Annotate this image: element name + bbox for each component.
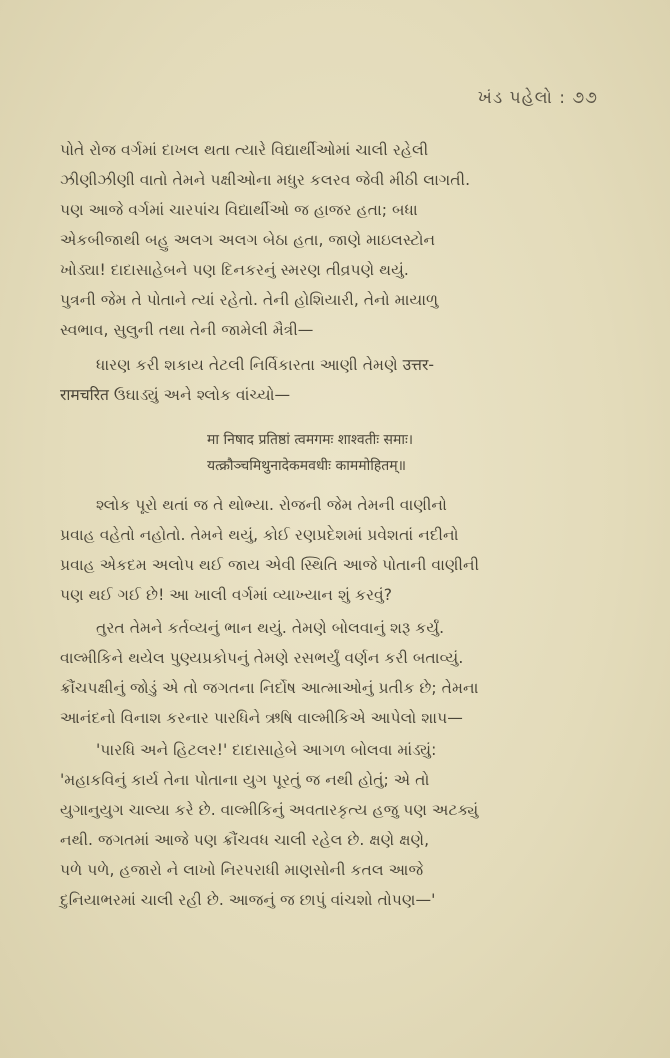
paragraph-1-line: પણ આજે વર્ગમાં ચારપાંચ વિદ્યાર્થીઓ જ હાજર હતા; બધા [60,201,418,219]
paragraph-1-line: સ્વભાવ, સુલુની તથા તેની જામેલી મૈત્રી— [60,321,314,339]
paragraph-5-line: યુગાનુયુગ ચાલ્યા કરે છે. વાલ્મીકિનું અવતારકૃત્ય હજુ પણ અટક્યું [60,801,479,819]
paragraph-3-line: પ્રવાહ એકદમ અલોપ થઈ જાય એવી સ્થિતિ આજે પોતાની વાણીની [60,556,480,574]
paragraph-2 [60,350,608,410]
paragraph-4-line: ક્રૌંચપક્ષીનું જોડું એ તો જગતના નિર્દોષ આત્માઓનું પ્રતીક છે; તેમના [60,679,479,697]
paragraph-5 [60,735,608,915]
paragraph-1-line: ઝીણીઝીણી વાતો તેમને પક્ષીઓના મધુર કલરવ જેવી મીઠી લાગતી. [60,171,471,189]
paragraph-3 [60,490,608,610]
paragraph-1-line: પુત્રની જેમ તે પોતાને ત્યાં રહેતો. તેની હોશિયારી, તેનો માયાળુ [60,291,439,309]
paragraph-5-line: 'પારધિ અને હિટલર!' દાદાસાહેબે આગળ બોલવા માંડ્યું: [96,741,437,759]
paragraph-5-line: 'મહાકવિનું કાર્ય તેના પોતાના યુગ પૂરતું જ નથી હોતું; એ તો [60,771,430,789]
running-head: ખંડ પહેલો : ૭૭ [477,88,598,108]
paragraph-1-line: પોતે રોજ વર્ગમાં દાખલ થતા ત્યારે વિદ્યાર્થીઓમાં ચાલી રહેલી [60,141,429,159]
paragraph-4-line: વાલ્મીકિને થયેલ પુણ્યપ્રકોપનું તેમણે રસભર્યું વર્ણન કરી બતાવ્યું. [60,649,464,667]
verse-line-2: यत्क्रौञ्चमिथुनादेकमवधीः काममोहितम्॥ [207,458,407,474]
paragraph-4 [60,613,608,733]
paragraph-3-line: પ્રવાહ વહેતો નહોતો. તેમને થયું, કોઈ રણપ્રદેશમાં પ્રવેશતાં નદીનો [60,526,459,544]
paragraph-3-line: શ્લોક પૂરો થતાં જ તે થોભ્યા. રોજની જેમ તેમની વાણીનો [96,496,447,514]
paragraph-2-line: रामचरित ઉઘાડ્યું અને શ્લોક વાંચ્યો— [60,386,291,404]
paragraph-4-line: તુરત તેમને કર્તવ્યનું ભાન થયું. તેમણે બોલવાનું શરૂ કર્યું. [96,619,445,637]
verse-line-1: मा निषाद प्रतिष्ठां त्वमगमः शाश्वतीः समाः। [207,432,414,448]
paragraph-5-line: પળે પળે, હજારો ને લાખો નિરપરાધી માણસોની કતલ આજે [60,861,424,879]
paragraph-5-line: દુનિયાભરમાં ચાલી રહી છે. આજનું જ છાપું વાંચશો તોપણ—' [60,891,436,909]
paragraph-2-line: ધારણ કરી શકાય તેટલી નિર્વિકારતા આણી તેમણે उत्तर- [96,356,434,374]
paragraph-3-line: પણ થઈ ગઈ છે! આ ખાલી વર્ગમાં વ્યાખ્યાન શું કરવું? [60,586,393,604]
paragraph-1-line: ખોડ્યા! દાદાસાહેબને પણ દિનકરનું સ્મરણ તીવ્રપણે થયું. [60,261,409,279]
paragraph-1-line: એકબીજાથી બહુ અલગ અલગ બેઠા હતા, જાણે માઇલસ્ટોન [60,231,436,249]
sanskrit-verse [207,427,507,479]
paragraph-4-line: આનંદનો વિનાશ કરનાર પારધિને ઋષિ વાલ્મીકિએ આપેલો શાપ— [60,709,463,727]
paragraph-5-line: નથી. જગતમાં આજે પણ ક્રૌંચવધ ચાલી રહેલ છે. ક્ષણે ક્ષણે, [60,831,430,849]
paragraph-1 [60,135,608,345]
